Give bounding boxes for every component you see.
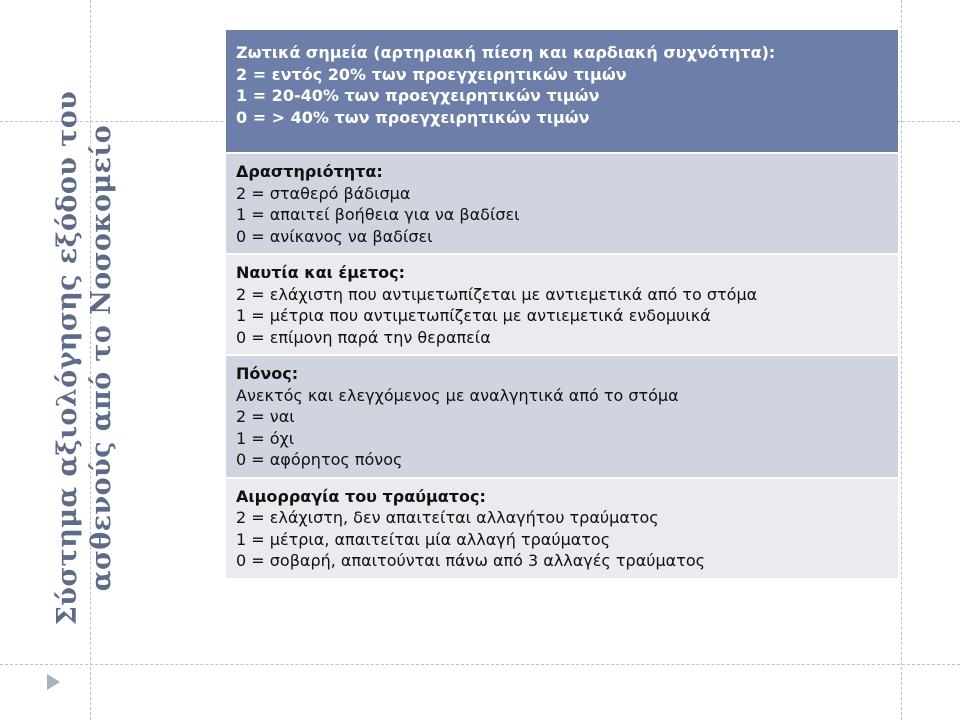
header-line: 0 = > 40% των προεγχειρητικών τιμών xyxy=(236,107,590,127)
table-row-nausea xyxy=(226,255,898,356)
row-line: 0 = αφόρητος πόνος xyxy=(236,450,403,469)
row-line: 0 = επίμονη παρά την θεραπεία xyxy=(236,327,491,347)
row-line: 1 = μέτρια, απαιτείται μία αλλαγή τραύματος xyxy=(236,529,611,549)
slide-title-line-1: Σύστημα αξιολόγησης εξόδου του xyxy=(52,90,83,626)
row-line: 2 = σταθερό βάδισμα xyxy=(236,183,411,203)
row-label: Δραστηριότητα: xyxy=(236,162,383,181)
row-line: Ανεκτός και ελεγχόμενος με αναλγητικά από το στόμα xyxy=(236,385,679,405)
row-line: 2 = ναι xyxy=(236,407,295,426)
row-line: 2 = ελάχιστη που αντιμετωπίζεται με αντιεμετικά από το στόμα xyxy=(236,284,758,304)
discharge-criteria-table xyxy=(226,30,898,580)
row-label: Αιμορραγία του τραύματος: xyxy=(236,486,486,506)
row-line: 1 = όχι xyxy=(236,428,295,448)
table-row-pain xyxy=(226,356,898,479)
row-line: 0 = ανίκανος να βαδίσει xyxy=(236,226,433,246)
row-line: 0 = σοβαρή, απαιτούνται πάνω από 3 αλλαγές τραύματος xyxy=(236,551,706,570)
triangle-right-icon xyxy=(47,674,60,690)
table-row-activity xyxy=(226,154,898,255)
row-line: 2 = ελάχιστη, δεν απαιτείται αλλαγήτου τραύματος xyxy=(236,508,659,527)
header-line: 2 = εντός 20% των προεγχειρητικών τιμών xyxy=(236,64,627,84)
slide-title xyxy=(51,28,119,688)
header-line: 1 = 20-40% των προεγχειρητικών τιμών xyxy=(236,86,600,105)
guide-line-right xyxy=(901,0,902,720)
row-label: Πόνος: xyxy=(236,364,299,383)
row-line: 1 = μέτρια που αντιμετωπίζεται με αντιεμετικά ενδομυικά xyxy=(236,306,711,325)
slide-title-line-2: ασθενούς από το Νοσοκομείο xyxy=(86,124,117,592)
row-label: Ναυτία και έμετος: xyxy=(236,263,406,282)
header-label: Ζωτικά σημεία (αρτηριακή πίεση και καρδιακή συχνότητα): xyxy=(236,43,776,62)
guide-line-bottom xyxy=(0,664,960,665)
table-header-row xyxy=(226,30,898,154)
title-container xyxy=(26,28,144,688)
row-line: 1 = απαιτεί βοήθεια για να βαδίσει xyxy=(236,205,520,224)
table-row-bleeding xyxy=(226,479,898,580)
